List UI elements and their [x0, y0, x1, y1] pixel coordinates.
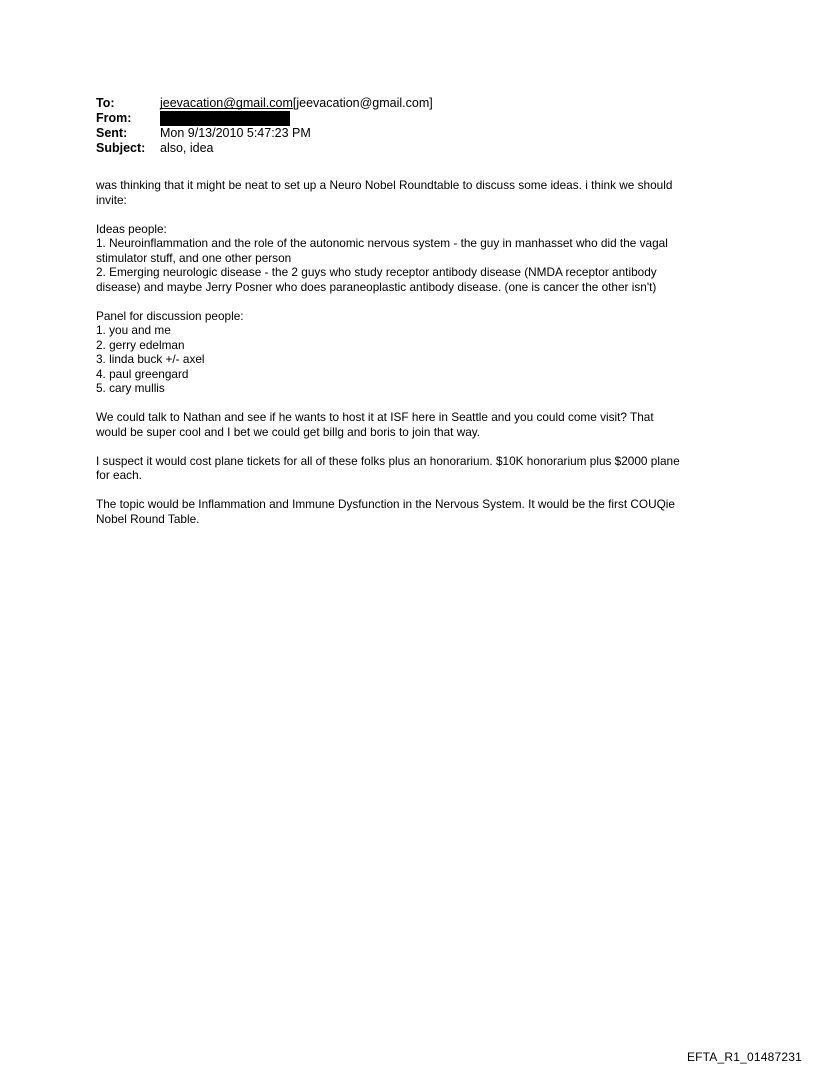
body-line: for each. [96, 468, 142, 482]
list-item: 2. gerry edelman [96, 337, 185, 352]
body-line: was thinking that it might be neat to set up a Neuro Nobel Roundtable to discuss some ideas. i think we should [96, 178, 673, 192]
to-value [160, 96, 736, 111]
list-item: 4. paul greengard [96, 366, 189, 381]
email-document [96, 96, 736, 541]
to-email-bracketed: [jeevacation@gmail.com] [292, 96, 433, 110]
list-item: 1. Neuroinflammation and the role of the autonomic nervous system - the guy in manhasset who did the vagal [96, 236, 668, 250]
to-label: To: [96, 96, 115, 110]
panel-heading: Panel for discussion people: [96, 308, 244, 323]
topic-paragraph [96, 497, 736, 526]
ideas-paragraph [96, 222, 736, 295]
list-item: stimulator stuff, and one other person [96, 250, 292, 265]
email-body [96, 178, 736, 526]
sent-label: Sent: [96, 126, 128, 140]
subject-label: Subject: [96, 141, 146, 155]
subject-row [96, 141, 736, 156]
cost-paragraph [96, 454, 736, 483]
panel-paragraph [96, 309, 736, 396]
from-value [160, 111, 736, 126]
body-line: We could talk to Nathan and see if he wants to host it at ISF here in Seattle and you could come visit? That [96, 410, 654, 424]
from-label: From: [96, 111, 132, 125]
redaction-box [160, 111, 290, 126]
sent-value: Mon 9/13/2010 5:47:23 PM [160, 126, 311, 140]
from-row [96, 111, 736, 126]
nathan-paragraph [96, 410, 736, 439]
body-line: I suspect it would cost plane tickets for all of these folks plus an honorarium. $10K honorarium plus $2000 plane [96, 453, 680, 468]
to-row [96, 96, 736, 111]
body-line: invite: [96, 192, 127, 207]
list-item: 1. you and me [96, 323, 171, 337]
list-item: 2. Emerging neurologic disease - the 2 guys who study receptor antibody disease (NMDA receptor antibody [96, 265, 657, 279]
list-item: 5. cary mullis [96, 381, 165, 395]
subject-value: also, idea [160, 141, 214, 155]
to-email-link[interactable]: jeevacation@gmail.com [160, 96, 293, 110]
body-line: would be super cool and I bet we could get billg and boris to join that way. [96, 424, 481, 439]
list-item: disease) and maybe Jerry Posner who does paraneoplastic antibody disease. (one is cancer the other isn't) [96, 279, 657, 294]
document-id: EFTA_R1_01487231 [686, 1050, 802, 1064]
ideas-heading: Ideas people: [96, 221, 167, 236]
intro-paragraph [96, 178, 736, 207]
body-line: Nobel Round Table. [96, 511, 200, 526]
email-header [96, 96, 736, 156]
sent-row [96, 126, 736, 141]
list-item: 3. linda buck +/- axel [96, 352, 205, 366]
body-line: The topic would be Inflammation and Immune Dysfunction in the Nervous System. It would be the first COUQie [96, 497, 675, 511]
